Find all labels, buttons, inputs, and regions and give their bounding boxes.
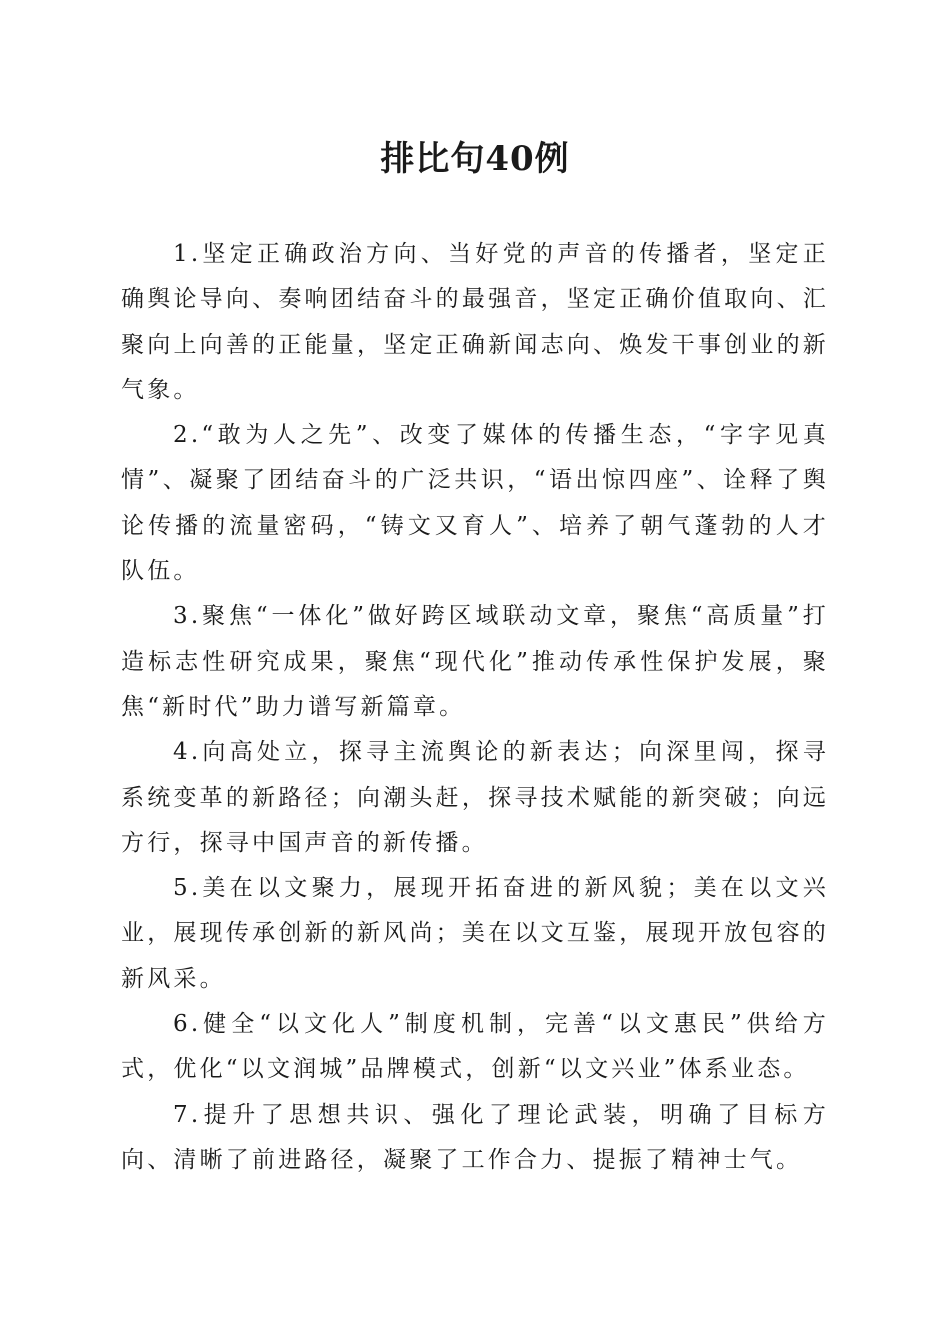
paragraph-4: 4.向高处立，探寻主流舆论的新表达；向深里闯，探寻系统变革的新路径；向潮头赶，探寻技术赋能的新突破；向远方行，探寻中国声音的新传播。: [121, 739, 829, 856]
page-title: 排比句40例: [380, 139, 570, 179]
paragraph-5: 5.美在以文聚力，展现开拓奋进的新风貌；美在以文兴业，展现传承创新的新风尚；美在以文互鉴，展现开放包容的新风采。: [121, 875, 829, 992]
paragraph-3: 3.聚焦“一体化”做好跨区域联动文章，聚焦“高质量”打造标志性研究成果，聚焦“现代化”推动传承性保护发展，聚焦“新时代”助力谱写新篇章。: [121, 603, 829, 720]
paragraph-7: 7.提升了思想共识、强化了理论武装，明确了目标方向、清晰了前进路径，凝聚了工作合力、提振了精神士气。: [121, 1101, 829, 1173]
document-body: [121, 232, 829, 1183]
paragraph-1: 1.坚定正确政治方向、当好党的声音的传播者，坚定正确舆论导向、奏响团结奋斗的最强音，坚定正确价值取向、汇聚向上向善的正能量，坚定正确新闻志向、焕发干事创业的新气象。: [121, 241, 829, 403]
paragraph-2: 2.“敢为人之先”、改变了媒体的传播生态，“字字见真情”、凝聚了团结奋斗的广泛共识，“语出惊四座”、诠释了舆论传播的流量密码，“铸文又育人”、培养了朝气蓬勃的人才队伍。: [121, 422, 829, 585]
paragraph-6: 6.健全“以文化人”制度机制，完善“以文惠民”供给方式，优化“以文润城”品牌模式，创新“以文兴业”体系业态。: [121, 1011, 829, 1083]
